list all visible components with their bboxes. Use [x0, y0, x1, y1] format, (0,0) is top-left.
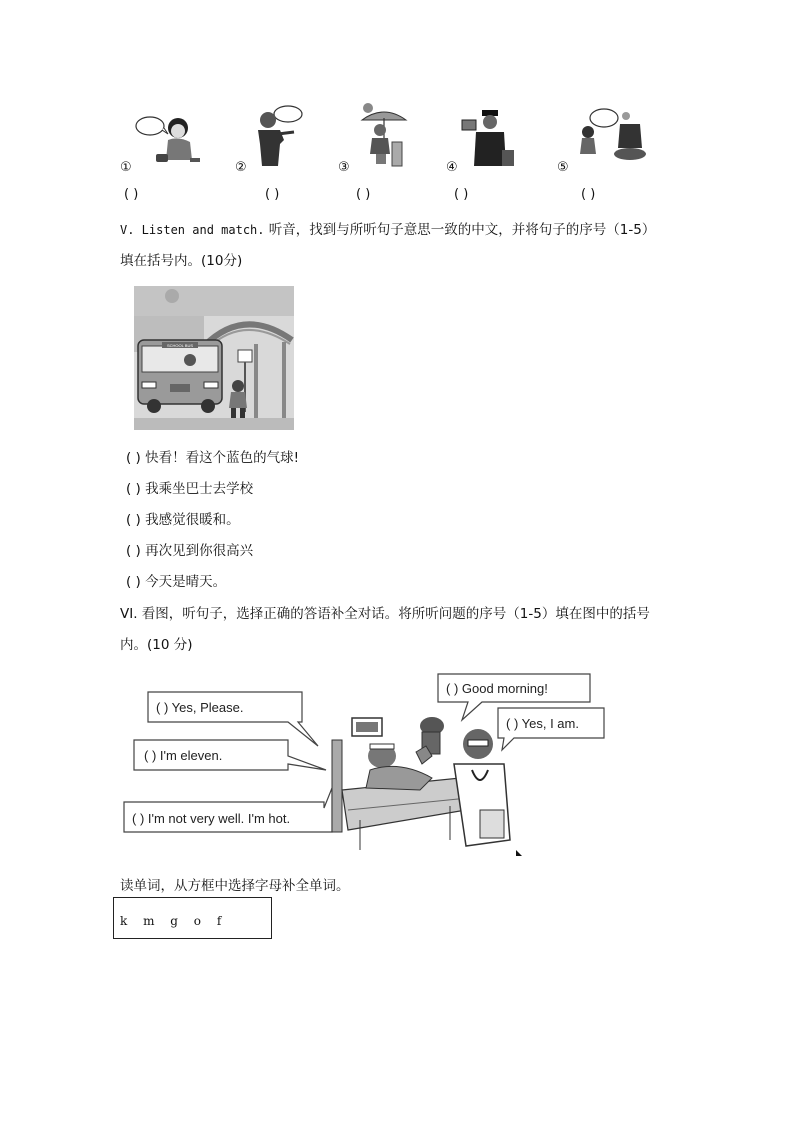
- picture-number-2: ②: [235, 160, 247, 175]
- bus-sign-label: SCHOOL BUS: [166, 343, 194, 348]
- bubble-yes-i-am: ( ) Yes, I am.: [506, 716, 579, 731]
- section5-heading-zh: 听音，找到与所听句子意思一致的中文，并将句子的序号（1-5）: [268, 222, 656, 238]
- picture-boy-train: [574, 104, 646, 164]
- list-item: [126, 508, 240, 528]
- picture-number-5: ⑤: [557, 160, 569, 175]
- answer-paren[interactable]: ( ): [126, 481, 141, 497]
- section5-heading: [120, 218, 655, 238]
- bubble-good-morning: ( ) Good morning!: [446, 681, 548, 696]
- list-item: [126, 477, 253, 497]
- bubble-eleven: ( ) I'm eleven.: [144, 748, 223, 763]
- answer-blank-4[interactable]: ( ): [454, 187, 469, 202]
- item-text: 我乘坐巴士去学校: [145, 481, 254, 497]
- item-text: 再次见到你很高兴: [145, 543, 254, 559]
- answer-blank-5[interactable]: ( ): [581, 187, 596, 202]
- item-text: 快看！看这个蓝色的气球!: [145, 450, 300, 466]
- picture-girl-toy: [132, 104, 204, 166]
- list-item: [126, 570, 226, 590]
- picture-man-book: [460, 108, 516, 168]
- answer-paren[interactable]: ( ): [126, 543, 141, 559]
- list-item: [126, 539, 253, 559]
- picture-umbrella-girl: [358, 102, 410, 168]
- letter-box: [113, 897, 272, 939]
- picture-number-3: ③: [338, 160, 350, 175]
- answer-paren[interactable]: ( ): [126, 512, 141, 528]
- letter-options: k m g o f: [120, 914, 222, 928]
- answer-blank-2[interactable]: ( ): [265, 187, 280, 202]
- answer-blank-3[interactable]: ( ): [356, 187, 371, 202]
- answer-blank-1[interactable]: ( ): [124, 187, 139, 202]
- section5-heading-line2: 填在括号内。(10分): [120, 253, 243, 269]
- picture-man-bubble: [250, 104, 306, 168]
- picture-number-4: ④: [446, 160, 458, 175]
- answer-paren[interactable]: ( ): [126, 450, 141, 466]
- answer-paren[interactable]: ( ): [126, 574, 141, 590]
- section7-heading: 读单词，从方框中选择字母补全单词。: [120, 878, 350, 894]
- section5-heading-en: V. Listen and match.: [120, 223, 265, 237]
- list-item: [126, 446, 299, 466]
- bus-stop-illustration: [134, 286, 294, 430]
- picture-number-1: ①: [120, 160, 132, 175]
- bubble-yes-please: ( ) Yes, Please.: [156, 700, 244, 715]
- hospital-dialogue-illustration: [120, 660, 579, 862]
- item-text: 我感觉很暖和。: [145, 512, 240, 528]
- section6-heading: VI. 看图，听句子，选择正确的答语补全对话。将所听问题的序号（1-5）填在图中的括号: [120, 606, 650, 622]
- section6-heading-line2: 内。(10 分): [120, 637, 193, 653]
- item-text: 今天是晴天。: [145, 574, 227, 590]
- bubble-not-well: ( ) I'm not very well. I'm hot.: [132, 811, 291, 826]
